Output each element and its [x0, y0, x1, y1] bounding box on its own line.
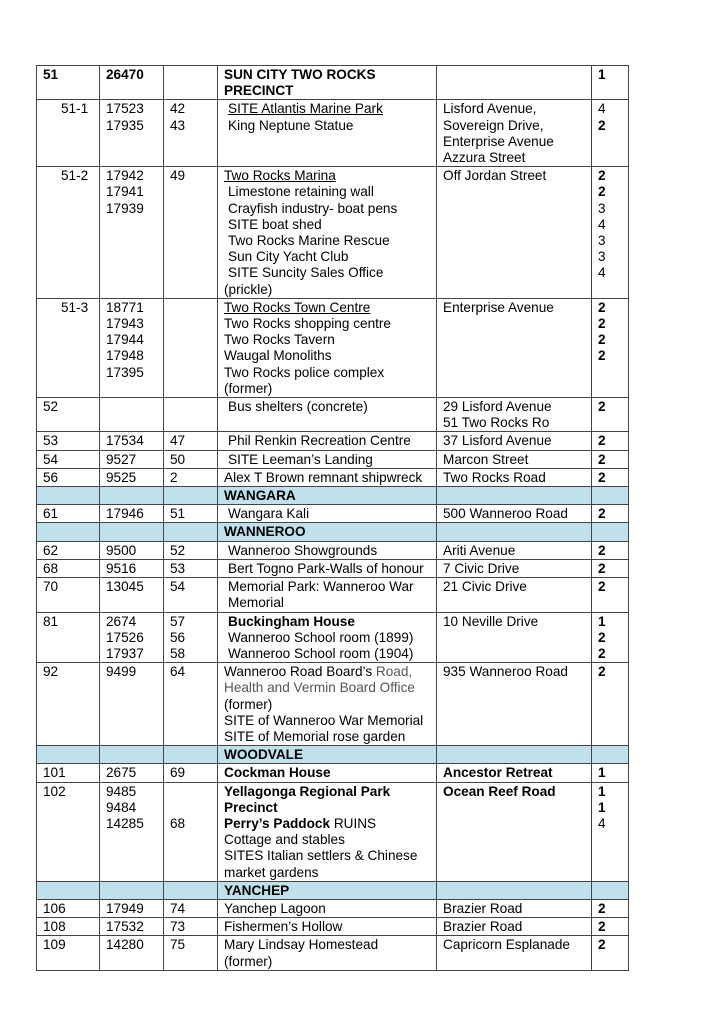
page-number: 43 — [170, 117, 186, 133]
management-category: 2 — [598, 937, 606, 953]
management-category: 2 — [598, 469, 606, 485]
region-empty-cell — [437, 881, 592, 899]
place-name-line: (former) — [224, 696, 273, 712]
page-number: 47 — [170, 433, 186, 449]
location-line: 7 Civic Drive — [443, 560, 520, 576]
table-row — [37, 100, 629, 167]
region-empty-cell — [437, 746, 592, 764]
table-row — [37, 167, 629, 299]
place-number: 109 — [43, 937, 66, 953]
page-number: 42 — [170, 101, 186, 117]
inherit-ref-number: 9484 — [106, 799, 137, 815]
management-category: 2 — [598, 451, 606, 467]
place-name-line: (former) — [224, 380, 273, 396]
management-category: 2 — [598, 560, 606, 576]
inherit-ref-number: 17532 — [106, 919, 144, 935]
inherit-ref-number: 14280 — [106, 937, 144, 953]
region-empty-cell — [592, 523, 629, 541]
management-category: 2 — [598, 316, 606, 332]
inherit-ref-number: 17943 — [106, 316, 144, 332]
management-category: 2 — [598, 332, 606, 348]
region-empty-cell — [100, 746, 164, 764]
location-line: Marcon Street — [443, 451, 529, 467]
region-name: YANCHEP — [218, 881, 437, 899]
location-line: 500 Wanneroo Road — [443, 506, 568, 522]
place-name-line: Wanneroo School room (1899) — [228, 629, 414, 645]
region-empty-cell — [37, 523, 100, 541]
location-line: Brazier Road — [443, 919, 523, 935]
table-row — [37, 918, 629, 936]
inherit-ref-number: 17949 — [106, 900, 144, 916]
page-number: 69 — [170, 765, 186, 781]
inherit-ref-number: 17941 — [106, 184, 144, 200]
region-empty-cell — [437, 487, 592, 505]
region-empty-cell — [164, 881, 218, 899]
place-number: 54 — [43, 451, 59, 467]
region-empty-cell — [100, 523, 164, 541]
region-header-row — [37, 746, 629, 764]
table-row — [37, 663, 629, 746]
place-name-line: Two Rocks Marina — [224, 168, 336, 184]
inherit-ref-number: 17944 — [106, 332, 144, 348]
table-row — [37, 298, 629, 397]
inherit-ref-number: 17939 — [106, 200, 144, 216]
inherit-ref-number: 17526 — [106, 629, 144, 645]
location-line: Enterprise Avenue — [443, 299, 554, 315]
table-row — [37, 432, 629, 450]
place-number: 62 — [43, 542, 59, 558]
page-number — [170, 800, 212, 816]
inherit-ref-number: 9516 — [106, 560, 137, 576]
place-name-line: Memorial — [228, 595, 284, 611]
place-name-line: Crayfish industry- boat pens — [228, 200, 398, 216]
place-name-line: Two Rocks Tavern — [224, 332, 335, 348]
region-empty-cell — [592, 746, 629, 764]
place-number: 102 — [43, 783, 66, 799]
management-category: 2 — [598, 299, 606, 315]
place-name-line: SITE of Wanneroo War Memorial — [224, 712, 424, 728]
place-name-line: Alex T Brown remnant shipwreck — [224, 469, 423, 485]
location-line: Azzura Street — [443, 150, 526, 166]
place-name-line: Mary Lindsay Homestead — [224, 937, 379, 953]
location-line: Sovereign Drive, — [443, 117, 544, 133]
region-name: WANGARA — [218, 487, 437, 505]
place-number: 92 — [43, 664, 59, 680]
place-name-line: SITE Atlantis Marine Park — [228, 101, 383, 117]
inherit-ref-number: 2674 — [106, 613, 137, 629]
place-name-line: SITE Suncity Sales Office — [228, 265, 384, 281]
place-name-line: Two Rocks Town Centre — [224, 299, 371, 315]
place-name-line: SITE of Memorial rose garden — [224, 728, 406, 744]
table-row — [37, 612, 629, 663]
page-number: 64 — [170, 664, 186, 680]
location-line: Ocean Reef Road — [443, 783, 556, 799]
management-category: 2 — [598, 579, 606, 595]
inherit-ref-number: 9527 — [106, 451, 137, 467]
page-number: 2 — [170, 469, 178, 485]
management-category: 4 — [598, 265, 606, 281]
location-line: 37 Lisford Avenue — [443, 433, 552, 449]
table-row — [37, 764, 629, 782]
place-name-line: Wanneroo Road Board’s Road, — [224, 664, 413, 680]
management-category: 2 — [598, 900, 606, 916]
place-number: 70 — [43, 579, 59, 595]
inherit-ref-number: 17395 — [106, 364, 144, 380]
inherit-ref-number: 17948 — [106, 348, 144, 364]
place-name-line: Two Rocks shopping centre — [224, 316, 391, 332]
inherit-ref-number: 9499 — [106, 664, 137, 680]
heritage-places-table — [36, 65, 629, 971]
place-name-line: Yanchep Lagoon — [224, 900, 326, 916]
place-number: 51-2 — [61, 168, 89, 184]
inherit-ref-number: 18771 — [106, 299, 144, 315]
place-number: 51-3 — [61, 299, 89, 315]
page-number: 49 — [170, 168, 186, 184]
place-name-line: (former) — [224, 953, 273, 969]
inherit-ref-number: 17942 — [106, 168, 144, 184]
region-empty-cell — [100, 881, 164, 899]
page-number: 56 — [170, 629, 186, 645]
table-body — [37, 66, 629, 971]
region-empty-cell — [164, 523, 218, 541]
page-number: 68 — [170, 815, 186, 831]
place-name-line: Bus shelters (concrete) — [228, 399, 368, 415]
location-line: Capricorn Esplanade — [443, 937, 570, 953]
management-category: 2 — [598, 348, 606, 364]
page-number: 53 — [170, 560, 186, 576]
table-row — [37, 936, 629, 970]
management-category: 2 — [598, 629, 606, 645]
region-empty-cell — [592, 487, 629, 505]
management-category: 2 — [598, 664, 606, 680]
location-line: 21 Civic Drive — [443, 579, 527, 595]
page-number: 57 — [170, 613, 186, 629]
region-name: WOODVALE — [218, 746, 437, 764]
management-category: 4 — [598, 101, 606, 117]
location-line: Off Jordan Street — [443, 168, 547, 184]
region-empty-cell — [437, 523, 592, 541]
place-name-line: Wanneroo Showgrounds — [228, 542, 378, 558]
management-category: 2 — [598, 506, 606, 522]
inherit-ref-number: 17937 — [106, 645, 144, 661]
page-number: 75 — [170, 937, 186, 953]
table-row — [37, 899, 629, 917]
management-category: 4 — [598, 216, 606, 232]
page-number: 54 — [170, 579, 186, 595]
inherit-ref-number: 2675 — [106, 765, 137, 781]
inherit-ref-number: 17935 — [106, 117, 144, 133]
region-header-row — [37, 523, 629, 541]
management-category: 2 — [598, 645, 606, 661]
management-category: 1 — [598, 765, 606, 781]
inherit-ref-number: 17534 — [106, 433, 144, 449]
location-line: 51 Two Rocks Ro — [443, 415, 550, 431]
inherit-ref-number: 17946 — [106, 506, 144, 522]
location-line: 29 Lisford Avenue — [443, 399, 552, 415]
inherit-ref-number: 9525 — [106, 469, 137, 485]
place-number: 61 — [43, 506, 59, 522]
place-number: 81 — [43, 613, 59, 629]
location-line: Two Rocks Road — [443, 469, 546, 485]
location-line: Ariti Avenue — [443, 542, 516, 558]
management-category: 2 — [598, 542, 606, 558]
management-category: 3 — [598, 249, 606, 265]
place-name-line: SUN CITY TWO ROCKS PRECINCT — [224, 67, 376, 99]
management-category: 2 — [598, 919, 606, 935]
place-name-line: King Neptune Statue — [228, 117, 354, 133]
place-name-line: SITES Italian settlers & Chinese market gardens — [224, 848, 418, 880]
inherit-ref-number: 26470 — [106, 67, 144, 82]
table-row — [37, 468, 629, 486]
place-name-line: Yellagonga Regional Park Precinct — [224, 783, 391, 815]
place-name-line: Buckingham House — [228, 613, 355, 629]
page-number: 50 — [170, 451, 186, 467]
table-row — [37, 398, 629, 432]
location-line: Ancestor Retreat — [443, 765, 553, 781]
place-name-line: Phil Renkin Recreation Centre — [228, 433, 411, 449]
location-line: Lisford Avenue, — [443, 101, 537, 117]
management-category: 1 — [598, 613, 606, 629]
location-line: Enterprise Avenue — [443, 133, 554, 149]
region-header-row — [37, 881, 629, 899]
region-name: WANNEROO — [218, 523, 437, 541]
region-header-row — [37, 487, 629, 505]
place-name-line: SITE boat shed — [228, 216, 322, 232]
place-number: 52 — [43, 399, 59, 415]
page-number: 74 — [170, 900, 186, 916]
location-line: Brazier Road — [443, 900, 523, 916]
place-name-line: Perry’s Paddock RUINS — [224, 815, 377, 831]
location-line: 10 Neville Drive — [443, 613, 539, 629]
place-name-line: Sun City Yacht Club — [228, 249, 349, 265]
region-empty-cell — [37, 487, 100, 505]
place-name-line: Health and Vermin Board Office — [224, 680, 415, 696]
management-category: 4 — [598, 815, 606, 831]
region-empty-cell — [164, 487, 218, 505]
page-number — [170, 784, 212, 800]
place-number: 101 — [43, 765, 66, 781]
place-number: 106 — [43, 900, 66, 916]
inherit-ref-number: 9500 — [106, 542, 137, 558]
page-number: 51 — [170, 506, 186, 522]
inherit-ref-number: 17523 — [106, 101, 144, 117]
management-category: 2 — [598, 168, 606, 184]
place-name-line: Bert Togno Park-Walls of honour — [228, 560, 424, 576]
place-name-line: Limestone retaining wall — [228, 184, 374, 200]
inherit-ref-number: 14285 — [106, 815, 144, 831]
place-name-line: Waugal Monoliths — [224, 348, 332, 364]
place-name-line: Memorial Park: Wanneroo War — [228, 579, 414, 595]
place-name-line: Cockman House — [224, 765, 331, 781]
place-name-line: Two Rocks police complex — [224, 364, 385, 380]
table-row — [37, 782, 629, 881]
location-line: 935 Wanneroo Road — [443, 664, 568, 680]
region-empty-cell — [592, 881, 629, 899]
place-name-line: Wanneroo School room (1904) — [228, 645, 414, 661]
region-empty-cell — [100, 487, 164, 505]
table-row — [37, 505, 629, 523]
management-category: 3 — [598, 200, 606, 216]
management-category: 2 — [598, 117, 606, 133]
management-category: 3 — [598, 233, 606, 249]
place-name-line: Wangara Kali — [228, 506, 310, 522]
page-number: 58 — [170, 645, 186, 661]
management-category: 1 — [598, 67, 606, 82]
place-number: 56 — [43, 469, 59, 485]
management-category: 2 — [598, 433, 606, 449]
region-empty-cell — [164, 746, 218, 764]
region-empty-cell — [37, 746, 100, 764]
management-category: 1 — [598, 799, 606, 815]
place-name-line: SITE Leeman’s Landing — [228, 451, 373, 467]
inherit-ref-number: 9485 — [106, 783, 137, 799]
table-row — [37, 541, 629, 559]
inherit-ref-number: 13045 — [106, 579, 144, 595]
table-row — [37, 66, 629, 100]
table-row — [37, 578, 629, 612]
place-name-line: Fishermen’s Hollow — [224, 919, 343, 935]
place-number: 53 — [43, 433, 59, 449]
place-number: 108 — [43, 919, 66, 935]
page-number: 52 — [170, 542, 186, 558]
table-row — [37, 559, 629, 577]
place-number: 51 — [43, 67, 59, 82]
place-number: 68 — [43, 560, 59, 576]
place-name-line: (prickle) — [224, 281, 273, 297]
management-category: 1 — [598, 783, 606, 799]
place-number: 51-1 — [61, 101, 89, 117]
page-number: 73 — [170, 919, 186, 935]
place-name-line: Cottage and stables — [224, 832, 345, 848]
table-row — [37, 450, 629, 468]
management-category: 2 — [598, 184, 606, 200]
region-empty-cell — [37, 881, 100, 899]
place-name-line: Two Rocks Marine Rescue — [228, 233, 390, 249]
management-category: 2 — [598, 399, 606, 415]
